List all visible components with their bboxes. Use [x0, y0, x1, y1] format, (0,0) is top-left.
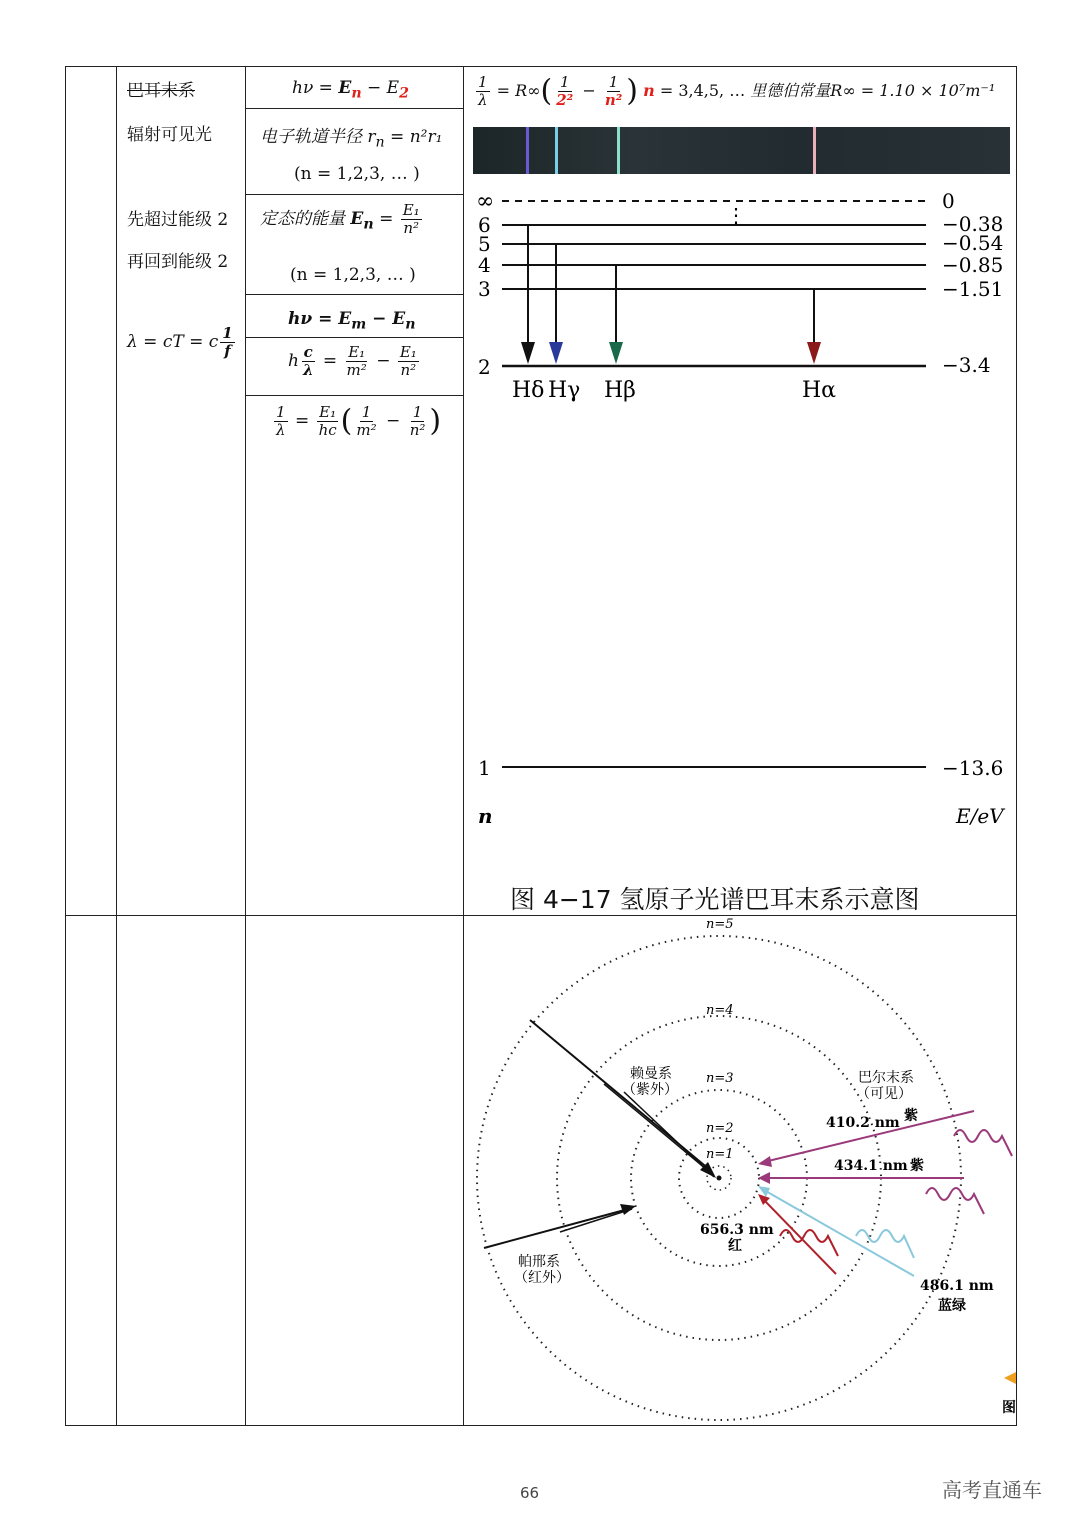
level-e-4: −0.85	[942, 253, 1004, 277]
orbit-label-n4: n=4	[706, 1003, 734, 1018]
paschen-arrow-2	[560, 1209, 632, 1232]
figure-caption: 图 4−17 氢原子光谱巴耳末系示意图	[510, 885, 920, 914]
wavelength-formula: λ = cT = c $\frac{1}{f}$	[127, 324, 233, 360]
orbit-diagram	[464, 916, 1016, 1425]
rydberg-formula: $\frac{1}{\lambda}$ = R∞( $\frac{1}{\text{2²}}$ − $\frac{1}{\text{n²}}$ ) n = 3,4,5, … 里德伯常量R∞ = 1.10 × 10⁷m⁻¹	[478, 73, 996, 109]
nucleus	[717, 1176, 722, 1181]
wavelength-656-label: 656.3 nm	[700, 1222, 774, 1238]
label-h-gamma: Hγ	[548, 378, 581, 403]
table-border-left	[65, 66, 66, 1426]
energy-level-diagram	[464, 180, 1016, 840]
mid-divider-1	[245, 108, 463, 109]
mid-divider-2	[245, 194, 463, 195]
level-n-inf: ∞	[476, 189, 495, 214]
balmer-series-label: 巴耳末系	[127, 81, 195, 101]
level-n-3: 3	[478, 277, 491, 301]
mid-divider-4	[245, 337, 463, 338]
mid-divider-5	[245, 395, 463, 396]
paschen-arrowhead	[620, 1204, 636, 1215]
photon-energy-formula: $h\nu = E_n - E_2$	[292, 78, 409, 102]
label-h-beta: Hβ	[604, 378, 636, 403]
emission-spectrum-image	[473, 127, 1010, 174]
level-e-1: −13.6	[942, 756, 1004, 780]
level-e-3: −1.51	[942, 277, 1004, 301]
orbit-label-n3: n=3	[706, 1071, 734, 1086]
level-e-inf: 0	[942, 189, 955, 213]
paschen-sub-label: （红外）	[514, 1270, 570, 1286]
level-n-2: 2	[478, 355, 491, 379]
axis-n-label: n	[478, 804, 493, 828]
energy-level-formula: 定态的能量 $E_n$ = $\frac{\text{E₁}}{\text{n²}}$	[260, 201, 420, 237]
level-e-6: −0.38	[942, 212, 1004, 236]
visible-light-label: 辐射可见光	[127, 125, 212, 145]
level-e-5: −0.54	[942, 231, 1004, 255]
level-dots: ⋮	[726, 203, 746, 227]
paschen-label: 帕邢系	[518, 1254, 560, 1270]
spectrum-line-cyan	[555, 127, 558, 174]
cut-off-label: 图	[1002, 1400, 1016, 1416]
wave-violet-1	[954, 1130, 1012, 1156]
level-e-2: −3.4	[942, 353, 991, 377]
page-number: 66	[520, 1484, 540, 1502]
paschen-arrow-1	[484, 1208, 632, 1248]
balmer-434-arrowhead	[758, 1172, 770, 1184]
mid-divider-3	[245, 294, 463, 295]
arrowhead-h-gamma	[549, 342, 563, 364]
level-n-6: 6	[478, 213, 491, 237]
spectrum-line-violet	[526, 127, 529, 174]
arrowhead-h-beta	[609, 342, 623, 364]
balmer-sub-label: （可见）	[856, 1086, 912, 1102]
transition-formula: $h\nu = E_m - E_n$	[288, 309, 416, 333]
energy-level-range: (n = 1,2,3, … )	[290, 265, 416, 285]
balmer-410-arrowhead	[758, 1156, 772, 1167]
orbit-radius-formula: 电子轨道半径 $r_n = n^2r_1$	[260, 127, 443, 151]
lyman-arrow-3	[624, 1092, 714, 1177]
spectrum-line-red	[813, 127, 816, 174]
wave-red	[780, 1230, 838, 1256]
table-divider-1	[116, 66, 117, 1426]
balmer-486-arrow	[764, 1190, 914, 1276]
lyman-label: 赖曼系	[630, 1066, 672, 1082]
color-656-label: 红	[728, 1238, 742, 1254]
watermark-text: 高考直通车	[942, 1478, 1042, 1502]
lyman-sub-label: （紫外）	[622, 1082, 678, 1098]
level-n-1: 1	[478, 756, 491, 780]
balmer-label: 巴尔末系	[858, 1070, 914, 1086]
wave-cyan	[856, 1230, 914, 1258]
orbit-label-n5: n=5	[706, 917, 734, 932]
spectrum-line-teal	[617, 127, 620, 174]
label-h-alpha: Hα	[802, 378, 837, 403]
transition-wavelength-formula: h $\frac{c}{\lambda}$ = $\frac{\text{E₁}}{\text{m²}}$ − $\frac{\text{E₁}}{\text{n²}}$	[288, 343, 417, 379]
reciprocal-wavelength-formula: $\frac{1}{\lambda}$ = $\frac{\text{E₁}}{hc}$ ( $\frac{1}{\text{m²}}$ − $\frac{1}{\text{n²}}$ )	[276, 403, 442, 439]
page-turn-arrow-icon	[1004, 1372, 1016, 1384]
wavelength-410-label: 410.2 nm	[826, 1115, 900, 1131]
table-border-top	[65, 66, 1017, 67]
exceed-level-text-1: 先超过能级 2	[127, 210, 229, 230]
label-h-delta: Hδ	[512, 378, 545, 403]
arrowhead-h-delta	[521, 342, 535, 364]
table-border-bottom	[65, 1425, 1017, 1426]
wave-violet-2	[926, 1188, 984, 1214]
wavelength-486-label: 486.1 nm	[920, 1278, 994, 1294]
table-border-right	[1016, 66, 1017, 1426]
level-n-4: 4	[478, 253, 491, 277]
orbit-label-n2: n=2	[706, 1121, 734, 1136]
orbit-radius-range: (n = 1,2,3, … )	[294, 164, 420, 184]
wavelength-434-label: 434.1 nm	[834, 1158, 908, 1174]
arrowhead-h-alpha	[807, 342, 821, 364]
exceed-level-text-2: 再回到能级 2	[127, 252, 229, 272]
color-434-label: 紫	[910, 1158, 924, 1174]
color-410-label: 紫	[904, 1108, 918, 1124]
table-divider-2	[245, 66, 246, 1426]
axis-e-label: E/eV	[956, 804, 1004, 828]
color-486-label: 蓝绿	[938, 1298, 966, 1314]
orbit-label-n1: n=1	[706, 1147, 734, 1162]
level-n-5: 5	[478, 232, 491, 256]
